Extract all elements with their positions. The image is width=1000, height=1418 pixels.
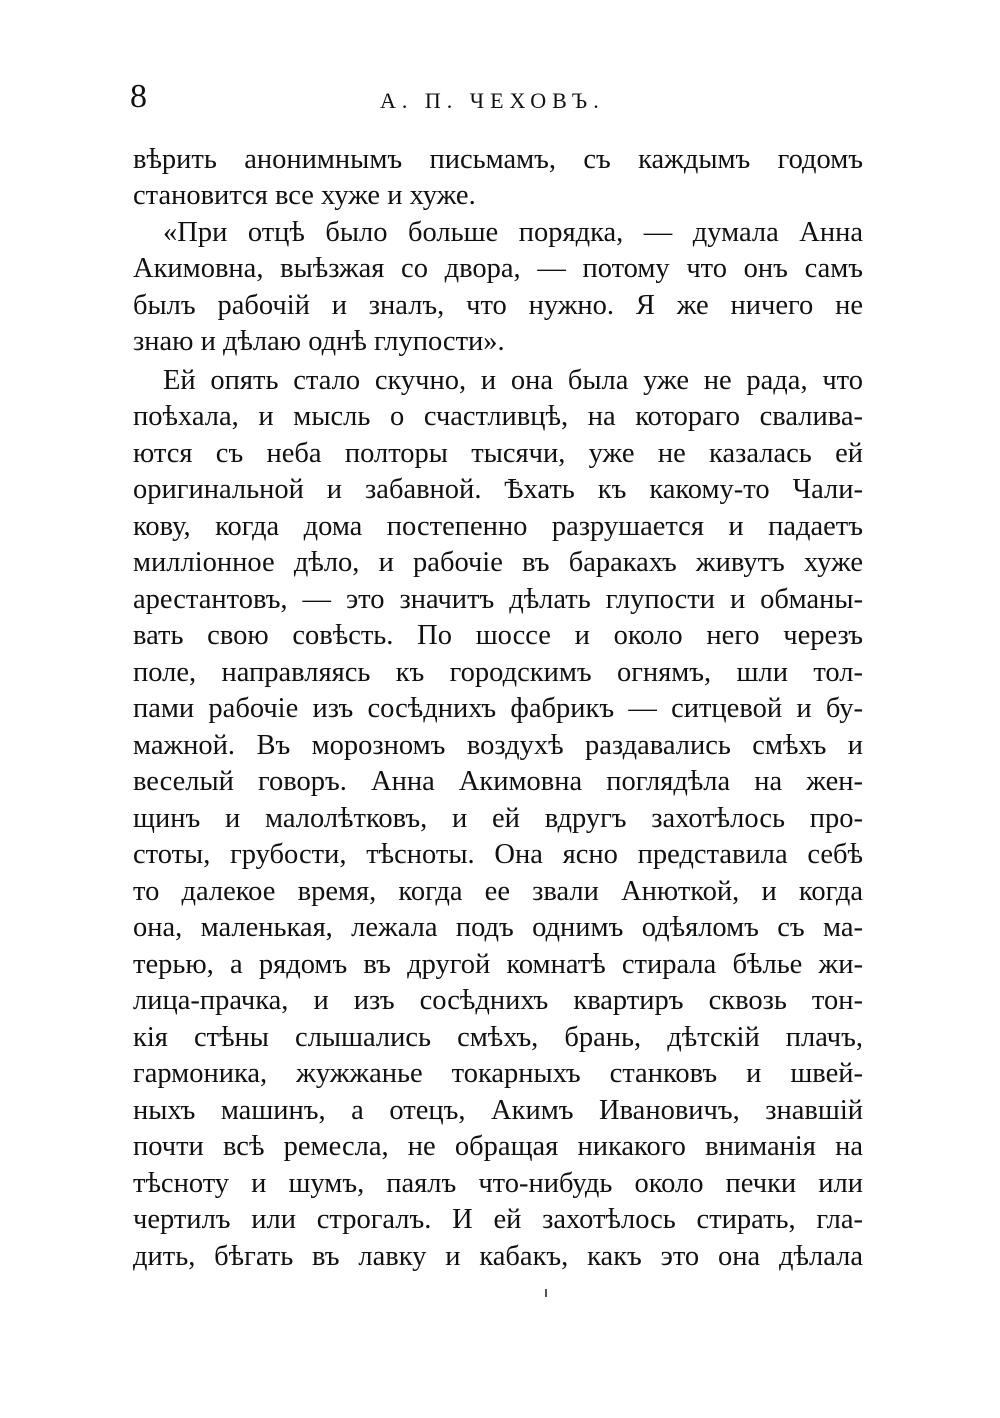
text-line: вать свою совѣсть. По шоссе и около него черезъ <box>133 620 863 651</box>
text-line: становится все хуже и хуже. <box>133 180 476 211</box>
text-line: ются съ неба полторы тысячи, уже не казалась ей <box>133 438 863 469</box>
text-line: Акимовна, выѣзжая со двора, — потому что онъ самъ <box>133 253 863 284</box>
text-line: кія стѣны слышались смѣхъ, брань, дѣтскій плачъ, <box>133 1022 863 1053</box>
text-line: Ей опять стало скучно, и она была уже не рада, что <box>163 365 863 396</box>
text-line: щинъ и малолѣтковъ, и ей вдругъ захотѣлось про- <box>133 803 863 834</box>
text-line: знаю и дѣлаю однѣ глупости». <box>133 326 505 357</box>
text-line: былъ рабочій и зналъ, что нужно. Я же ничего не <box>133 290 863 321</box>
scan-speck <box>545 1289 547 1297</box>
text-line: лица-прачка, и изъ сосѣднихъ квартиръ сквозь тон- <box>133 985 863 1016</box>
text-line: поѣхала, и мысль о счастливцѣ, на котораго свалива- <box>133 401 863 432</box>
text-line: тѣсноту и шумъ, паялъ что-нибудь около печки или <box>133 1168 863 1199</box>
text-line: кову, когда дома постепенно разрушается и падаетъ <box>133 511 863 542</box>
text-line: оригинальной и забавной. Ѣхать къ какому-то Чали- <box>133 474 863 505</box>
text-line: стоты, грубости, тѣсноты. Она ясно представила себѣ <box>133 839 863 870</box>
text-line: милліонное дѣло, и рабочіе въ баракахъ живутъ хуже <box>133 547 863 578</box>
text-line: вѣрить анонимнымъ письмамъ, съ каждымъ годомъ <box>133 144 863 175</box>
text-line: поле, направляясь къ городскимъ огнямъ, шли тол- <box>133 657 863 688</box>
text-line: пами рабочіе изъ сосѣднихъ фабрикъ — ситцевой и бу- <box>133 693 863 724</box>
text-line: то далекое время, когда ее звали Анюткой, и когда <box>133 876 863 907</box>
text-line: терью, а рядомъ въ другой комнатѣ стирала бѣлье жи- <box>133 949 863 980</box>
text-line: гармоника, жужжанье токарныхъ станковъ и швей- <box>133 1058 863 1089</box>
text-line: почти всѣ ремесла, не обращая никакого вниманія на <box>133 1131 863 1162</box>
text-line: веселый говоръ. Анна Акимовна поглядѣла на жен- <box>133 766 863 797</box>
text-line: дить, бѣгать въ лавку и кабакъ, какъ это она дѣлала <box>133 1241 863 1272</box>
text-line: «При отцѣ было больше порядка, — думала Анна <box>163 217 863 248</box>
text-line: мажной. Въ морозномъ воздухѣ раздавались смѣхъ и <box>133 730 863 761</box>
page-number: 8 <box>130 78 147 115</box>
text-line: чертилъ или строгалъ. И ей захотѣлось стирать, гла- <box>133 1204 863 1235</box>
text-line: ныхъ машинъ, а отецъ, Акимъ Ивановичъ, знавшій <box>133 1095 863 1126</box>
running-title: А. П. ЧЕХОВЪ. <box>380 88 605 113</box>
text-line: она, маленькая, лежала подъ однимъ одѣяломъ съ ма- <box>133 912 863 943</box>
text-line: арестантовъ, — это значитъ дѣлать глупости и обманы- <box>133 584 863 615</box>
